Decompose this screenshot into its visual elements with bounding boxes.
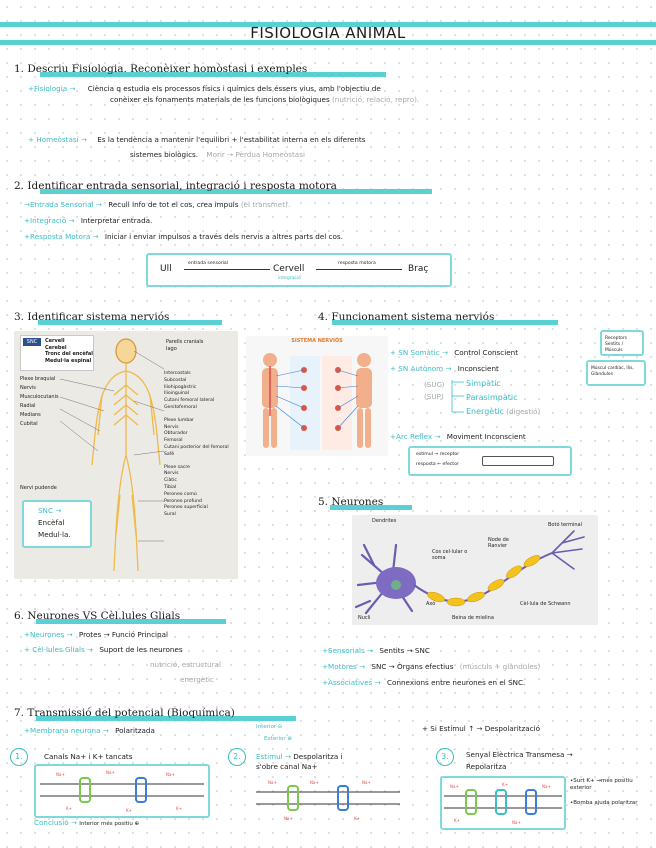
glials-line [24,645,183,654]
label-node-ranvier: Node de Ranvier [488,537,509,549]
reflex-nerve [482,456,554,466]
arc-reflex-line [390,432,526,441]
associatives-text: Connexions entre neurones en el SNC. [387,678,526,687]
sn-autonom-line [390,364,499,373]
label-axo: Axó [426,601,436,607]
step1-membrane [34,764,210,818]
left-labels [20,375,59,429]
branch-bracket [450,378,466,416]
svg-text:Na+: Na+ [310,780,319,785]
entrada-line [24,200,290,209]
top-right-labels [166,339,203,353]
snc-note-box [22,500,92,548]
side-box-autonom [586,360,646,386]
svg-text:Na+: Na+ [268,780,277,785]
sn-somatic-key: + SN Somàtic → [390,348,448,357]
label-cutani-posterior: Cutani posterior del femoral [164,444,229,450]
label-schwann: Cèl·lula de Schwann [520,601,571,607]
label-obturador: Obturador [164,431,188,437]
svg-text:K+: K+ [502,782,508,787]
label-dendrites: Dendrites [372,518,397,524]
neurones-key: +Neurones → [24,630,73,639]
homeostasi-key: + Homeòstasi → [28,135,87,144]
sup-label: (SUP) [424,392,444,401]
label-iago: Iago [166,346,177,352]
svg-text:Na+: Na+ [542,784,551,789]
section2-heading: 2. Identificar entrada sensorial, integració i resposta motora [14,180,337,192]
side-box-somatic [600,330,644,356]
label-nucli: Nucli [358,615,371,621]
motores-line [322,662,540,671]
label-tibial: Tibial [164,484,177,490]
sn-somatic-line [390,348,518,357]
homeostasi-line1 [28,135,365,144]
sistema-nervios-image [246,336,388,456]
label-iliohipogastric: Iliohipogàstric [164,384,197,390]
label-plexe-lumbar: Plexe lumbar [164,417,194,423]
step1-conclusio [34,818,139,827]
svg-text:Na+: Na+ [450,784,459,789]
neuron-drawing [352,515,598,625]
svg-text:K+: K+ [126,808,132,813]
fisiologia-text1: Ciència q estudia els processos físics i químics dels éssers vius, amb l'objectiu de [87,84,381,93]
flow-integracio: integració [278,276,302,281]
arc-reflex-key: +Arc Reflex → [390,432,441,441]
flow-arrow-2 [316,269,402,270]
sensorials-key: +Sensorials → [322,646,374,655]
entrada-text: Recull info de tot el cos, crea impuls [108,200,239,209]
label-parells-cranials: Parells cranials [166,339,204,345]
sn-somatic-text: Control Conscient [454,348,519,357]
fisiologia-text2: conèixer els fonaments materials de les funcions biològiques [110,95,330,104]
membrana-key: +Membrana neurona → [24,726,109,735]
parasimpatic-label: Parasimpàtic [466,393,518,402]
snc-note-title: SNC → [38,506,62,515]
step1-conclusio-text: Interior més positiu ⊕ [79,821,140,827]
reflex-line2: resposta ← efector [416,462,459,467]
label-cos-cellular: Cos cel·lular o soma [432,549,468,561]
label-sural: Sural [164,512,176,518]
step1-conclusio-key: Conclusió → [34,818,77,827]
step1-membrane-drawing [36,766,208,816]
label-plexe-sacre: Plexe sacre [164,464,191,470]
section1-heading: 1. Descriu Fisiologia. Reconèixer homòstasi i exemples [14,63,308,75]
svg-text:K+: K+ [354,816,360,821]
step2-title2: s'obre canal Na+ [256,762,318,771]
step2-number: 2. [228,748,246,766]
integracio-line [24,216,152,225]
label-cubital: Cubital [20,421,38,427]
suc-label: (SUC) [424,380,445,389]
fisiologia-line1 [28,84,381,93]
resposta-text: Iniciar i enviar impulsos a través dels nervis a altres parts del cos. [104,232,343,241]
membrana-text: Polaritzada [115,726,155,735]
label-peroneo-superficial: Peroneo superficial [164,505,208,511]
resposta-key: +Resposta Motora → [24,232,99,241]
associatives-key: +Associatives → [322,678,381,687]
svg-text:Na+: Na+ [106,770,115,775]
snc-note-medulla: Medul·la. [38,530,71,539]
fisiologia-line2 [110,95,419,104]
entrada-note: (el transmet). [240,200,291,209]
label-beina-mielina: Beina de mielina [452,615,494,621]
legend-item: Cerebel [45,344,67,351]
resposta-line [24,232,343,241]
svg-text:K+: K+ [176,806,182,811]
glials-sub2: energètic [180,675,214,684]
legend-snc: SNC [23,338,41,346]
label-subcostal: Subcostal [164,377,187,383]
label-intercostals: Intercostals [164,371,191,376]
label-musculocutanis: Musculocutanis [20,394,59,400]
sensorials-line [322,646,430,655]
svg-text:Na+: Na+ [284,816,293,821]
glials-text: Suport de les neurones [99,645,183,654]
energetic-label: Energètic [466,407,504,416]
reflex-line1: estímul → receptor [416,452,460,457]
autonomic-diagram [246,346,388,456]
page-title: FISIOLOGIA ANIMAL [250,24,406,42]
section7-heading: 7. Transmissió del potencial (Bioquímica) [14,707,235,719]
step3-number: 3. [436,748,454,766]
reflex-box [408,446,572,476]
legend-item: Medul·la espinal [45,357,92,364]
step3-note1: •Surt K+ →més positiu exterior [570,778,633,791]
entrada-key: →Entrada Sensorial → [24,200,102,209]
energetic-note: (digestió) [506,407,541,416]
polar-interior: Interior ⊖ [256,724,283,730]
fisiologia-key: +Fisiologia → [28,84,76,93]
label-cutani-femoral: Cutani femoral lateral [164,398,215,404]
svg-text:Na+: Na+ [56,772,65,777]
label-plexe-braquial: Plexe braquial [20,376,56,382]
label-radial: Radial [20,403,36,409]
label-safe: Safè [164,451,175,457]
section4-heading: 4. Funcionament sistema nerviós [318,311,495,323]
label-nervi-pudende: Nervi pudende [20,485,57,491]
svg-text:K+: K+ [454,818,460,823]
legend-item: Tronc del encèfal [45,351,94,357]
side-box-autonom-text: Múscul cardíac, llis, Glàndules [591,366,634,377]
label-nervis: Nervis [164,424,179,430]
glials-key: + Cèl·lules Glials → [24,645,94,654]
membrana-line [24,726,155,735]
label-nervis: Nervis [20,385,36,391]
estimul-line [422,724,540,733]
step2-membrane-drawing [254,776,404,826]
label-nervis: Nervis [164,471,179,477]
integracio-text: Interpretar entrada. [80,216,153,225]
svg-text:Na+: Na+ [512,820,521,825]
homeostasi-line2 [130,150,305,159]
step3-note2: •Bomba ajuda polaritzar [570,800,638,806]
polar-exterior: Exterior ⊕ [264,736,293,742]
step3-membrane-drawing [442,778,564,828]
glials-sub1: nutrició, estructural [150,660,221,669]
svg-text:K+: K+ [66,806,72,811]
motores-key: +Motores → [322,662,366,671]
homeostasi-text2: sistemes biològics. [130,150,199,159]
neuron-image [352,515,598,625]
label-peroneo-profund: Peroneo profund [164,498,202,504]
step2-title-line [256,752,343,761]
motores-note: (músculs + glàndules) [459,662,541,671]
homeostasi-note: Morir → Pèrdua Homeòstasi [206,150,305,159]
flow-cervell: Cervell [273,264,305,274]
svg-text:Na+: Na+ [362,780,371,785]
associatives-line [322,678,525,687]
neurones-text: Protes → Funció Principal [78,630,168,639]
energetic-line [466,407,540,416]
estimul-text: + Si Estímul ↑ → Despolarització [422,724,541,733]
step3-key: Senyal Elèctrica Transmesa → [466,750,573,759]
diagram-title: SISTEMA NERVIÓS [291,338,343,344]
label-medians: Medians [20,412,41,418]
sn-autonom-key: + SN Autònom → [390,364,452,373]
sn-autonom-text: Inconscient [457,364,499,373]
label-peroneo-comu: Peroneo comú [164,491,197,497]
motores-text: SNC → Òrgans efectius [371,662,454,671]
label-genitofemoral: Genitofemoral [164,404,197,410]
right-labels [164,371,229,519]
snc-note-encefal: Encèfal [38,518,65,527]
integracio-key: +Integració → [24,216,75,225]
fisiologia-note: (nutrició, relació, repro). [332,95,420,104]
flow-ull: Ull [160,264,172,274]
label-boto-terminal: Botó terminal [548,522,582,528]
step1-number: 1. [10,748,28,766]
step3-membrane [440,776,566,830]
step2-key: Estímul → [256,752,291,761]
label-ciatic: Ciàtic [164,478,177,484]
flow-label-sensorial: entrada sensorial [188,261,229,266]
section6-heading: 6. Neurones VS Cèl.lules Glials [14,610,181,622]
neurones-line [24,630,168,639]
homeostasi-text1: Es la tendència a mantenir l'equilibri + l'estabilitat interna en els diferents [97,135,366,144]
side-box-somatic-text: Receptors Sentits / Músculs [605,336,627,353]
label-ilioinguinal: Ilioinguinal [164,391,190,397]
flow-label-motora: resposta motora [338,261,376,266]
step3-title: Repolaritza [466,762,507,771]
step2-title: Despolaritza i [293,752,343,761]
step1-title: Canals Na+ i K+ tancats [44,752,133,761]
legend-item: Cervell [45,338,65,344]
arc-reflex-text: Moviment Inconscient [446,432,526,441]
flow-brac: Braç [408,264,429,274]
flow-arrow-1 [184,269,270,270]
section3-heading: 3. Identificar sistema nerviós [14,311,170,323]
simpatic-label: Simpàtic [466,379,501,388]
svg-text:Na+: Na+ [166,772,175,777]
flow-box [146,253,452,287]
section5-heading: 5. Neurones [318,496,384,508]
label-femoral: Femoral [164,438,183,444]
sensorials-text: Sentits → SNC [379,646,430,655]
